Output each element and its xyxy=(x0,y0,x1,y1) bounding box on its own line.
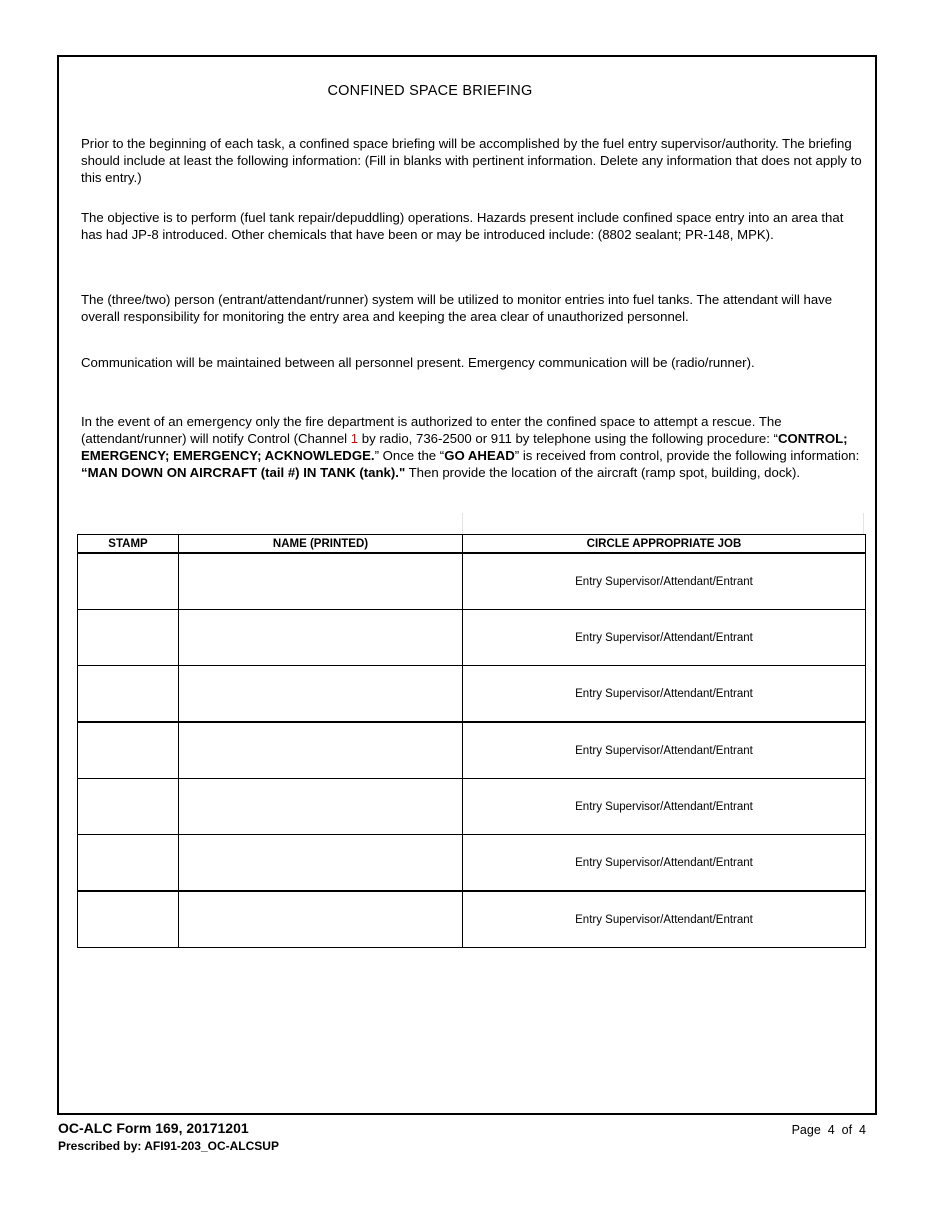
job-cell[interactable]: Entry Supervisor/Attendant/Entrant xyxy=(463,666,866,723)
communication-paragraph: Communication will be maintained between all personnel present. Emergency communication will be (radio/runner). xyxy=(81,355,755,370)
job-cell[interactable]: Entry Supervisor/Attendant/Entrant xyxy=(463,553,866,610)
job-cell[interactable]: Entry Supervisor/Attendant/Entrant xyxy=(463,779,866,835)
go-ahead-text: GO AHEAD xyxy=(444,448,515,463)
prescribed-by: Prescribed by: AFI91-203_OC-ALCSUP xyxy=(58,1139,279,1153)
stamp-cell[interactable] xyxy=(78,666,179,723)
table-row xyxy=(78,553,866,610)
table-row xyxy=(78,835,866,892)
name-cell[interactable] xyxy=(179,779,463,835)
stamp-cell[interactable] xyxy=(78,553,179,610)
name-cell[interactable] xyxy=(179,835,463,892)
objective-paragraph: The objective is to perform (fuel tank repair/depuddling) operations. Hazards present include confined space entry into an area that has had JP-8 introduced. Other chemicals that have been or may be introduced include: (8802 sealant; PR-148, MPK). xyxy=(81,210,844,242)
job-cell[interactable]: Entry Supervisor/Attendant/Entrant xyxy=(463,722,866,779)
name-cell[interactable] xyxy=(179,610,463,666)
personnel-table xyxy=(77,534,866,948)
emergency-text-5: Then provide the location of the aircraft (ramp spot, building, dock). xyxy=(405,465,801,480)
man-down-message: “MAN DOWN ON AIRCRAFT (tail #) IN TANK (tank)." xyxy=(81,465,406,480)
page-of: of xyxy=(841,1123,853,1137)
name-cell[interactable] xyxy=(179,722,463,779)
channel-number: 1 xyxy=(350,431,359,446)
stamp-cell[interactable] xyxy=(78,779,179,835)
table-row xyxy=(78,666,866,723)
emergency-procedure: CONTROL; EMERGENCY; EMERGENCY; ACKNOWLEDGE. xyxy=(81,431,848,463)
table-row xyxy=(78,779,866,835)
emergency-text-1: In the event of an emergency only the fire department is authorized to enter the confined space to attempt a rescue. The (attendant/runner) will notify Control (Channel xyxy=(81,414,782,446)
table-header-row xyxy=(78,535,866,554)
name-header: NAME (PRINTED) xyxy=(179,535,463,554)
job-cell[interactable]: Entry Supervisor/Attendant/Entrant xyxy=(463,610,866,666)
table-row xyxy=(78,891,866,948)
name-cell[interactable] xyxy=(179,666,463,723)
emergency-text-4: ” is received from control, provide the following information: xyxy=(514,448,860,463)
page-indicator xyxy=(760,1123,866,1137)
page-current: 4 xyxy=(827,1123,835,1137)
page-total: 4 xyxy=(859,1123,866,1137)
table-row xyxy=(78,610,866,666)
stamp-cell[interactable] xyxy=(78,891,179,948)
emergency-paragraph xyxy=(81,413,866,481)
table-ghost-border xyxy=(462,513,864,534)
stamp-cell[interactable] xyxy=(78,610,179,666)
job-cell[interactable]: Entry Supervisor/Attendant/Entrant xyxy=(463,835,866,892)
intro-paragraph: Prior to the beginning of each task, a confined space briefing will be accomplished by the fuel entry supervisor/authority. The briefing should include at least the following information: (Fill in blanks with pertinent information. Delete any information that does not apply to this entry.) xyxy=(81,136,862,185)
emergency-text-3: ” Once the “ xyxy=(374,448,445,463)
name-cell[interactable] xyxy=(179,553,463,610)
name-cell[interactable] xyxy=(179,891,463,948)
page-label: Page xyxy=(791,1123,821,1137)
stamp-cell[interactable] xyxy=(78,835,179,892)
table-row xyxy=(78,722,866,779)
emergency-text-2: by radio, 736-2500 or 911 by telephone using the following procedure: “ xyxy=(358,431,778,446)
page-title: CONFINED SPACE BRIEFING xyxy=(327,83,533,99)
form-number: OC-ALC Form 169, 20171201 xyxy=(58,1120,249,1136)
job-cell[interactable]: Entry Supervisor/Attendant/Entrant xyxy=(463,891,866,948)
stamp-header: STAMP xyxy=(78,535,179,554)
stamp-cell[interactable] xyxy=(78,722,179,779)
job-header: CIRCLE APPROPRIATE JOB xyxy=(463,535,866,554)
system-paragraph: The (three/two) person (entrant/attendant/runner) system will be utilized to monitor entries into fuel tanks. The attendant will have overall responsibility for monitoring the entry area and keeping the area clear of unauthorized personnel. xyxy=(81,292,833,324)
